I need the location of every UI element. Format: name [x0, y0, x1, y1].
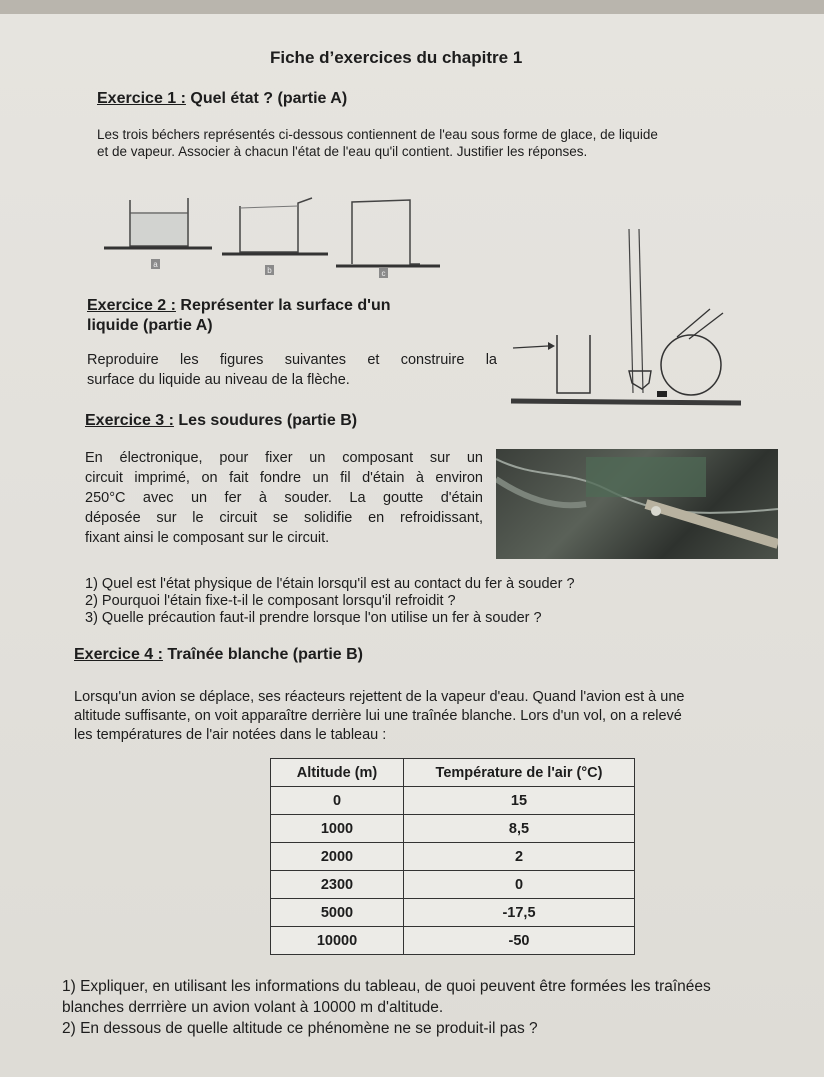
table-cell-altitude: 5000 [271, 899, 404, 927]
exercise-4-label: Exercice 4 : [74, 646, 163, 663]
beakers-figure [100, 178, 450, 288]
beaker-label-a: a [153, 260, 158, 269]
exercise-4-text-line: les températures de l'air notées dans le tableau : [74, 727, 387, 743]
exercise-2-title-line2: liquide (partie A) [87, 317, 213, 334]
flask-stand [657, 391, 667, 397]
exercise-3-question: 3) Quelle précaution faut-il prendre lorsque l'on utilise un fer à souder ? [85, 610, 542, 626]
flask-neck-left [677, 309, 710, 337]
exercise-1-text-line: et de vapeur. Associer à chacun l'état de l'eau qu'il contient. Justifier les réponses. [97, 144, 588, 159]
exercise-1-heading [97, 90, 347, 108]
beaker-a-water [131, 214, 187, 245]
table-row [271, 815, 635, 843]
exercise-3-text-line: En électronique, pour fixer un composant sur un [85, 450, 483, 466]
exercise-2-label: Exercice 2 : [87, 297, 176, 314]
photo-solder-drop [651, 506, 661, 516]
table-cell-temperature: -50 [404, 927, 635, 955]
exercise-3-questions [85, 576, 575, 627]
table-cell-temperature: 8,5 [404, 815, 635, 843]
table-cell-temperature: 0 [404, 871, 635, 899]
container-1 [557, 335, 590, 393]
exercise-4-text-line: altitude suffisante, on voit apparaître derrière lui une traînée blanche. Lors d'un vol, on a relevé [74, 708, 682, 724]
table-cell-altitude: 0 [271, 787, 404, 815]
exercise-4-text [74, 688, 684, 745]
table-header-temperature: Température de l'air (°C) [404, 759, 635, 787]
exercise-3-question: 1) Quel est l'état physique de l'étain lorsqu'il est au contact du fer à souder ? [85, 576, 575, 592]
table-cell-altitude: 2300 [271, 871, 404, 899]
exercise-4-text-line: Lorsqu'un avion se déplace, ses réacteurs rejettent de la vapeur d'eau. Quand l'avion est à une [74, 689, 685, 705]
exercise-4-questions [62, 976, 711, 1039]
table-cell-altitude: 10000 [271, 927, 404, 955]
temperature-table [270, 758, 635, 955]
arrow-head [548, 342, 555, 350]
beaker-label-c: c [381, 269, 386, 278]
table-row [271, 927, 635, 955]
exercise-1-text [97, 126, 658, 160]
exercise-4-heading [74, 646, 363, 664]
exercise-4-question: 2) En dessous de quelle altitude ce phénomène ne se produit-il pas ? [62, 1020, 538, 1037]
exercise-4-question: 1) Expliquer, en utilisant les informations du tableau, de quoi peuvent être formées les traînées [62, 978, 711, 995]
table-cell-altitude: 2000 [271, 843, 404, 871]
exercise-2-text-line: surface du liquide au niveau de la flèche. [87, 372, 350, 388]
exercise-3-text-line: 250°C avec un fer à souder. La goutte d'étain [85, 490, 483, 506]
beaker-label-b: b [267, 266, 272, 275]
page-title: Fiche d’exercices du chapitre 1 [270, 48, 523, 67]
table-header-altitude: Altitude (m) [271, 759, 404, 787]
table-row [271, 899, 635, 927]
exercise-2-title: Représenter la surface d'un [175, 297, 391, 314]
exercise-4-title: Traînée blanche (partie B) [162, 646, 364, 663]
table-cell-temperature: -17,5 [404, 899, 635, 927]
table-cell-temperature: 2 [404, 843, 635, 871]
exercise-1-text-line: Les trois béchers représentés ci-dessous contiennent de l'eau sous forme de glace, de liquide [97, 127, 658, 142]
exercise-3-title: Les soudures (partie B) [173, 412, 358, 429]
table-row [271, 843, 635, 871]
exercise-1-title: Quel état ? (partie A) [185, 90, 348, 107]
exercise-3-heading [85, 412, 357, 430]
beaker-b-outline [240, 198, 312, 252]
exercise-3-question: 2) Pourquoi l'étain fixe-t-il le composant lorsqu'il refroidit ? [85, 593, 456, 609]
round-flask [661, 335, 721, 395]
exercise-3-text-line: fixant ainsi le composant sur le circuit. [85, 530, 330, 546]
table-cell-altitude: 1000 [271, 815, 404, 843]
beaker-b-level [240, 206, 298, 208]
exercise-2-text [87, 350, 497, 390]
arrow-line [513, 346, 548, 348]
exercise-3-text [85, 448, 483, 548]
table-cell-temperature: 15 [404, 787, 635, 815]
table-row [271, 871, 635, 899]
beaker-c-outline [352, 200, 420, 264]
table-header-row [271, 759, 635, 787]
photo-cable [496, 479, 586, 505]
tall-tube-left [629, 229, 633, 393]
exercise-3-text-line: circuit imprimé, on fait fondre un fil d'étain à environ [85, 470, 483, 486]
exercise-3-label: Exercice 3 : [85, 412, 174, 429]
soldering-photo-drawing [496, 449, 778, 559]
liquid-surface-figure [505, 225, 750, 415]
photo-circuit-board [586, 457, 706, 497]
exercise-2-heading [87, 296, 391, 336]
exercise-3-text-line: déposée sur le circuit se solidifie en refroidissant, [85, 510, 483, 526]
figure-bench [511, 401, 741, 403]
tall-tube-right [639, 229, 643, 393]
exercise-4-question: blanches derrrière un avion volant à 10000 m d'altitude. [62, 999, 444, 1016]
soldering-photo [496, 449, 778, 559]
table-row [271, 787, 635, 815]
exercise-2-text-line: Reproduire les figures suivantes et construire la [87, 352, 497, 368]
exercise-1-label: Exercice 1 : [97, 90, 186, 107]
